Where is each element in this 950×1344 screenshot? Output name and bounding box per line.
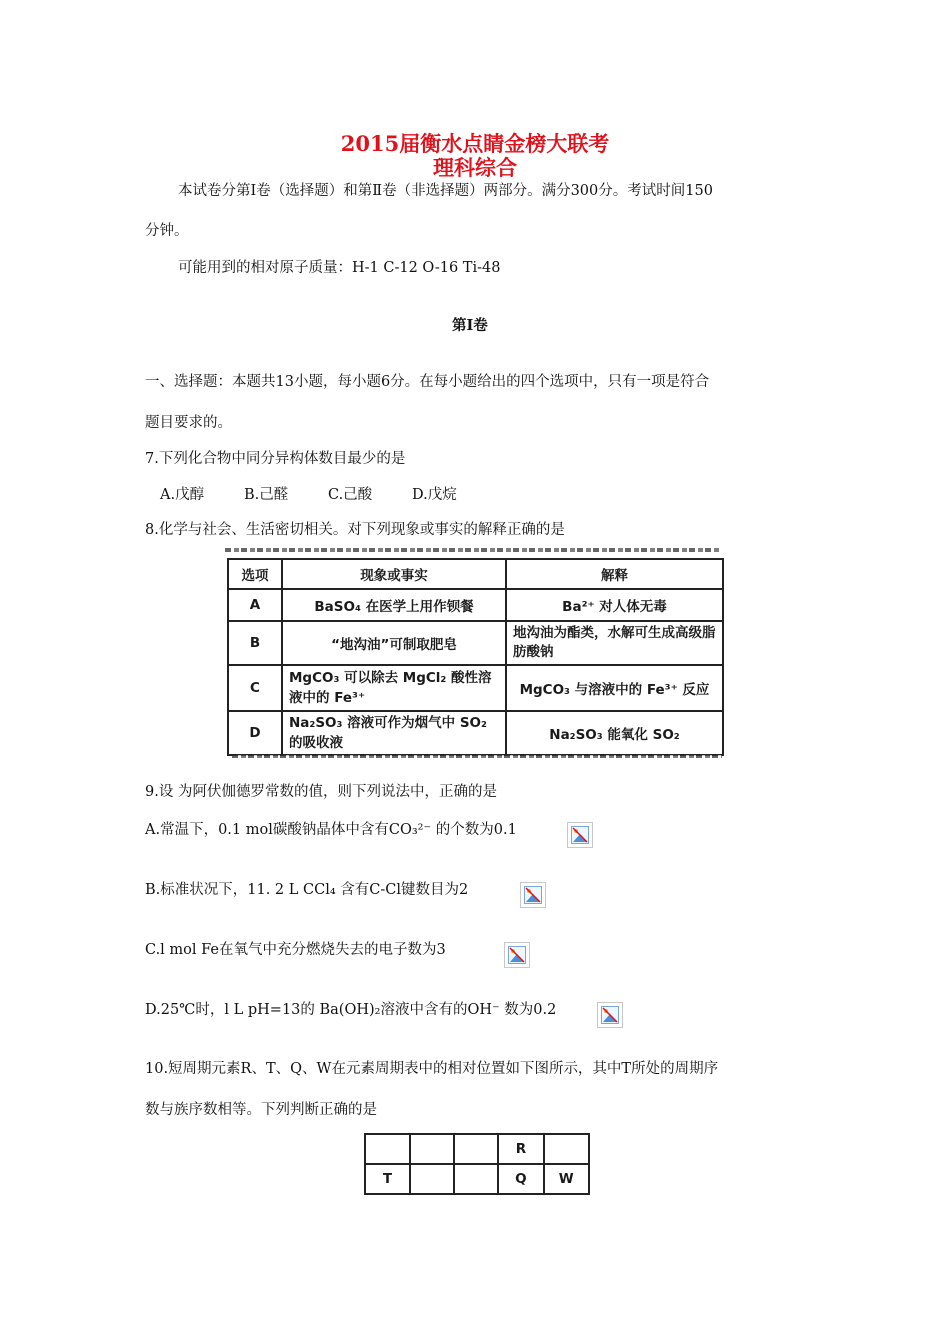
table-header-option: 选项 [228,559,282,589]
intro-line-1: 本试卷分第Ⅰ卷（选择题）和第Ⅱ卷（非选择题）两部分。满分300分。考试时间150 [178,183,713,199]
grid-cell [410,1164,454,1194]
question-7-stem: 7.下列化合物中同分异构体数目最少的是 [145,451,406,467]
question-10-stem-line-2: 数与族序数相等。下列判断正确的是 [145,1102,377,1118]
question-9-option-a: A.常温下，0.1 mol碳酸钠晶体中含有CO₃²⁻ 的个数为0.1 [145,822,517,838]
grid-cell [410,1134,454,1164]
grid-cell-w: W [544,1164,590,1194]
exam-subtitle: 理科综合 [433,155,517,180]
grid-cell [454,1164,498,1194]
question-7-option-d: D.戊烷 [412,487,457,503]
grid-cell-q: Q [498,1164,543,1194]
broken-image-icon [567,822,593,848]
table-header-fact: 现象或事实 [282,559,506,589]
table-cell-option: B [228,621,282,665]
grid-cell-r: R [498,1134,543,1164]
question-10-stem-line-1: 10.短周期元素R、T、Q、W在元素周期表中的相对位置如下图所示，其中T所处的周期序 [145,1061,719,1077]
table-cell-fact: BaSO₄ 在医学上用作钡餐 [282,589,506,621]
table-cell-option: D [228,711,282,755]
table-cell-explain: MgCO₃ 与溶液中的 Fe³⁺ 反应 [506,665,723,711]
question-9-option-d: D.25℃时，l L pH=13的 Ba(OH)₂溶液中含有的OH⁻ 数为0.2 [145,1002,557,1018]
grid-cell [544,1134,590,1164]
table-cell-explain: Ba²⁺ 对人体无毒 [506,589,723,621]
atomic-masses: 可能用到的相对原子质量：H-1 C-12 O-16 Ti-48 [178,260,501,276]
table-cell-fact: Na₂SO₃ 溶液可作为烟气中 SO₂ 的吸收液 [282,711,506,755]
table-header-explain: 解释 [506,559,723,589]
question-9-option-b: B.标准状况下，11. 2 L CCl₄ 含有C-Cl键数目为2 [145,882,469,898]
question-7-option-b: B.己醛 [244,487,289,503]
periodic-table-fragment [364,1133,590,1195]
scan-artifact-top [225,548,720,552]
broken-image-icon [520,882,546,908]
grid-cell-t: T [365,1164,410,1194]
broken-image-icon [504,942,530,968]
table-cell-option: C [228,665,282,711]
grid-cell [454,1134,498,1164]
question-8-stem: 8.化学与社会、生活密切相关。对下列现象或事实的解释正确的是 [145,522,565,538]
question-9-option-c: C.l mol Fe在氧气中充分燃烧失去的电子数为3 [145,942,446,958]
table-cell-explain: Na₂SO₃ 能氧化 SO₂ [506,711,723,755]
section-instructions-line-2: 题目要求的。 [145,415,232,431]
question-7-option-a: A.戊醇 [160,487,205,503]
section-instructions-line-1: 一、选择题：本题共13小题，每小题6分。在每小题给出的四个选项中，只有一项是符合 [145,374,710,390]
part-title: 第Ⅰ卷 [452,317,488,334]
table-cell-option: A [228,589,282,621]
broken-image-icon [597,1002,623,1028]
scan-artifact-bottom [232,755,722,758]
question-8-table [227,558,724,756]
table-cell-explain: 地沟油为酯类，水解可生成高级脂肪酸钠 [506,621,723,665]
table-cell-fact: “地沟油”可制取肥皂 [282,621,506,665]
intro-line-2: 分钟。 [145,223,189,239]
grid-cell [365,1134,410,1164]
exam-title: 2015届衡水点睛金榜大联考 [340,131,610,156]
question-7-option-c: C.己酸 [328,487,373,503]
question-9-stem: 9.设 为阿伏伽德罗常数的值，则下列说法中，正确的是 [145,784,497,800]
table-cell-fact: MgCO₃ 可以除去 MgCl₂ 酸性溶液中的 Fe³⁺ [282,665,506,711]
